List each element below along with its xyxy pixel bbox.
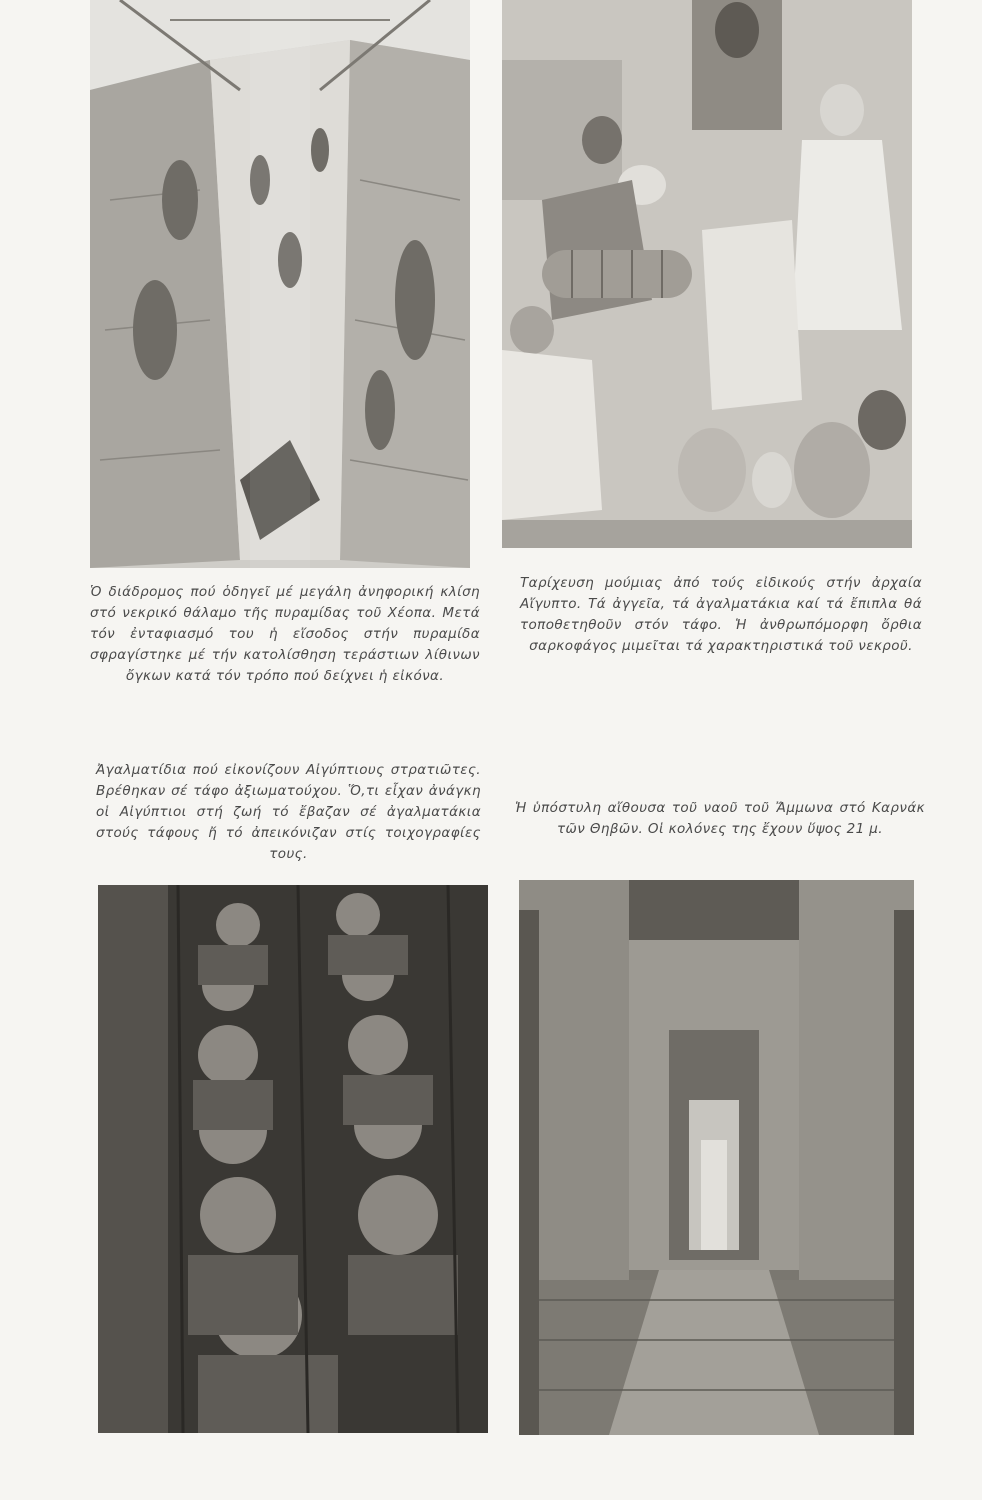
mummification-illustration [502,0,912,548]
hall-caption: Ἡ ὑπόστυλη αἴθουσα τοῦ ναοῦ τοῦ Ἄμμωνα στό Καρνάκ τῶν Θηβῶν. Οἱ κολόνες της ἔχουν ὕψος 21 μ. [515,800,925,837]
hypostyle-hall-photo [519,880,914,1435]
corridor-caption: Ὁ διάδρομος πού ὁδηγεῖ μέ μεγάλη ἀνηφορική κλίση στό νεκρικό θάλαμο τῆς πυραμίδας τοῦ Χέοπα. Μετά τόν ἐνταφιασμό του ἡ εἴσοδος στήν πυραμίδα σφραγίστηκε μέ τήν κατολίσθηση τεράστιων λίθινων ὄγκων κατά τόν τρόπο πού δείχνει ἡ εἰκόνα. [90,584,480,684]
soldiers-caption: Ἀγαλματίδια πού εἰκονίζουν Αἰγύπτιους στρατιῶτες. Βρέθηκαν σέ τάφο ἀξιωματούχου. Ὅ,τι εἶχαν ἀνάγκη οἱ Αἰγύπτιοι στή ζωή τό ἔβαζαν σέ ἀγαλματάκια στούς τάφους ἤ τό ἀπεικόνιζαν στίς τοιχογραφίες τους. [96,762,481,862]
soldier-figurines-photo [98,885,488,1433]
mummy-caption: Ταρίχευση μούμιας ἀπό τούς εἰδικούς στήν ἀρχαία Αἴγυπτο. Τά ἀγγεῖα, τά ἀγαλματάκια καί τά ἔπιπλα θά τοποθετηθοῦν στόν τάφο. Ἡ ἀνθρωπόμορφη ὄρθια σαρκοφάγος μιμεῖται τά χαρακτηριστικά τοῦ νεκροῦ. [520,575,922,654]
pyramid-corridor-illustration [90,0,470,568]
